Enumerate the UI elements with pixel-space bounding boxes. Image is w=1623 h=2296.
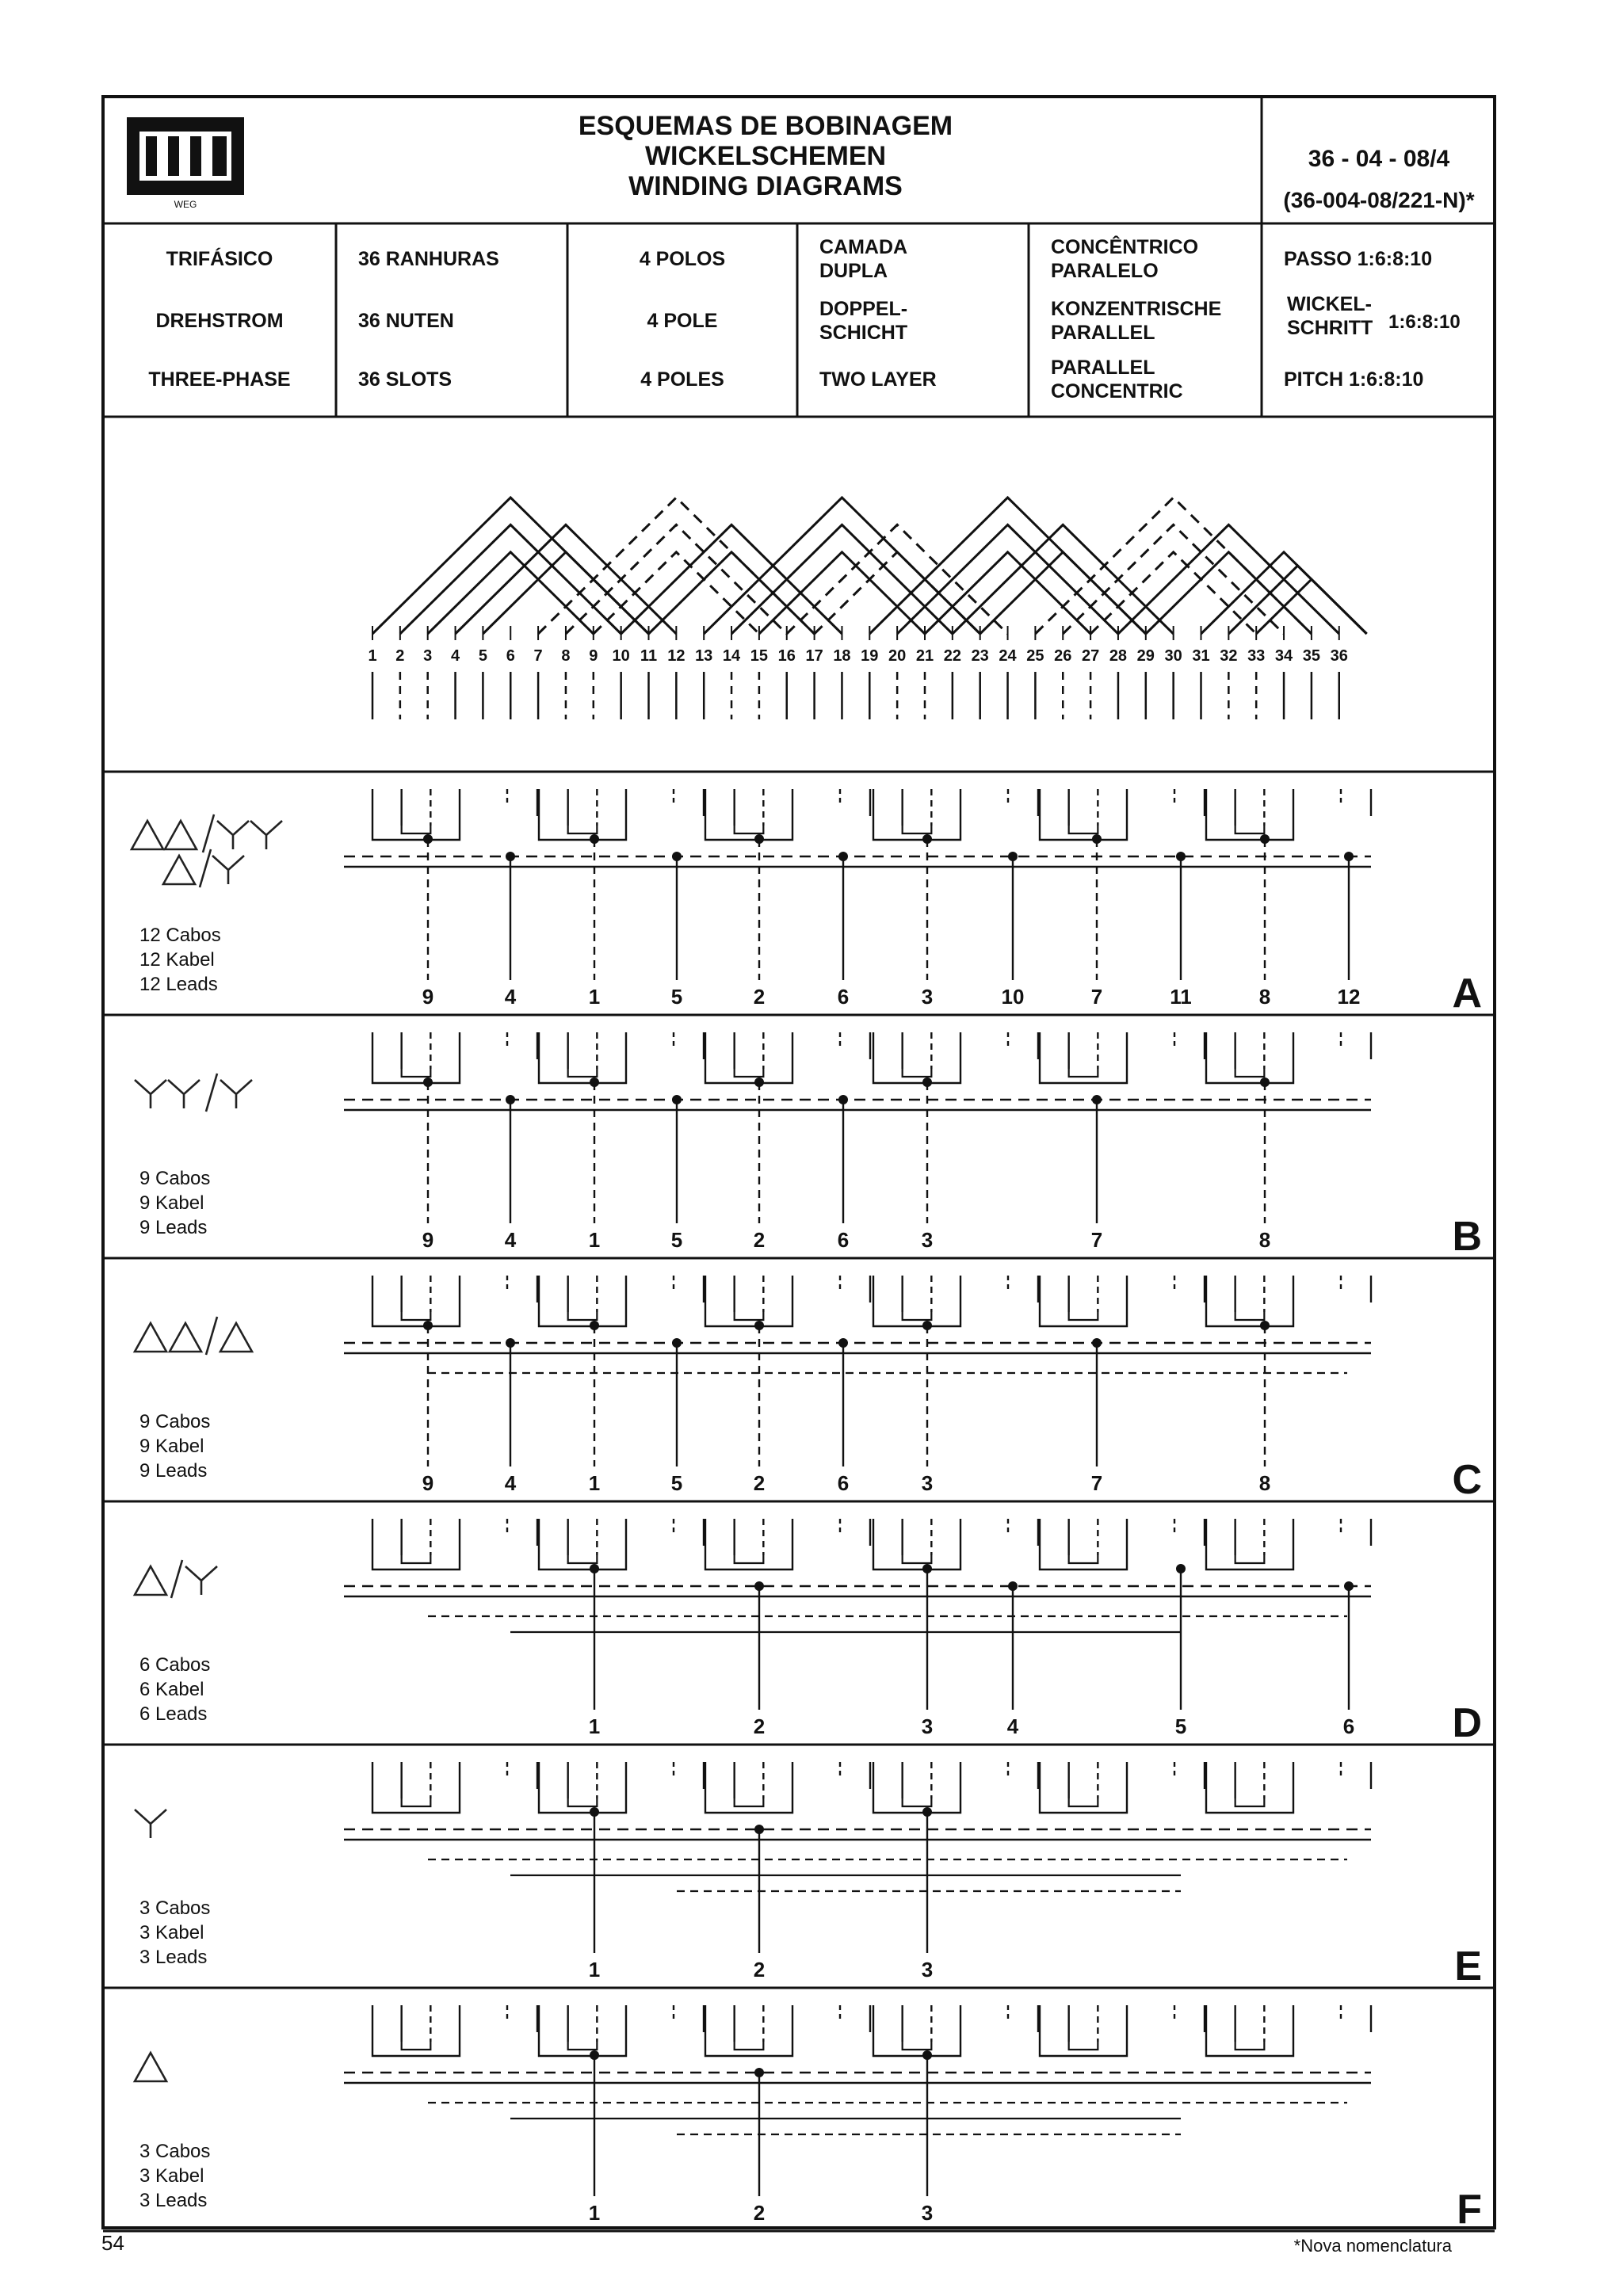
lead-number: 5 — [670, 985, 683, 1009]
lead-number: 9 — [422, 1228, 434, 1252]
panel-letter: E — [1454, 1943, 1482, 1989]
lead-count-text: 9 Leads — [139, 1217, 208, 1238]
spec-type-0-1: PARALELO — [1051, 260, 1159, 282]
junction-dot — [590, 2050, 599, 2060]
slot-number: 1 — [368, 647, 377, 665]
lead-number: 3 — [921, 1958, 934, 1981]
junction-dot — [1176, 852, 1186, 861]
spec-slots-1: 36 NUTEN — [358, 310, 454, 332]
lead-number: 6 — [837, 985, 850, 1009]
bus-lines — [344, 1100, 1371, 1110]
spec-type-2-1: CONCENTRIC — [1051, 380, 1183, 402]
junction-dot — [423, 834, 433, 844]
lead-number: 3 — [921, 2201, 934, 2225]
junction-dot — [506, 852, 515, 861]
lead-number: 2 — [753, 985, 766, 1009]
junction-dot — [1260, 1077, 1270, 1087]
lead-number: 7 — [1090, 1471, 1103, 1495]
junction-dot — [672, 1338, 682, 1348]
slot-number: 9 — [589, 647, 598, 665]
lead-count-text: 6 Leads — [139, 1703, 208, 1725]
lead-number: 1 — [588, 1714, 601, 1738]
terminal-brackets — [372, 789, 1371, 840]
slot-number: 14 — [722, 647, 741, 665]
lead-count-text: 9 Kabel — [139, 1436, 204, 1457]
coil — [621, 524, 842, 634]
spec-pitch-1-c: 1:6:8:10 — [1388, 311, 1461, 333]
lead-number: 2 — [753, 1958, 766, 1981]
slot-number: 21 — [915, 647, 934, 665]
lead-number: 3 — [921, 1471, 934, 1495]
slot-number: 28 — [1109, 647, 1128, 665]
spec-slots-0: 36 RANHURAS — [358, 248, 499, 270]
junction-dot — [922, 1077, 932, 1087]
lead-number: 8 — [1258, 985, 1271, 1009]
spec-phase-0: TRIFÁSICO — [166, 248, 273, 270]
junction-dot — [423, 1321, 433, 1330]
lead-number: 5 — [1174, 1714, 1187, 1738]
slot-number: 30 — [1164, 647, 1182, 665]
logo-text: WEG — [174, 199, 197, 210]
slot-number: 7 — [533, 647, 543, 665]
lead-count-text: 3 Leads — [139, 2190, 208, 2211]
coil — [925, 552, 1090, 634]
lead-number: 11 — [1170, 985, 1192, 1009]
junction-dot — [838, 1095, 848, 1104]
lead-count-text: 9 Kabel — [139, 1192, 204, 1214]
junction-dot — [754, 1077, 764, 1087]
slot-number: 24 — [999, 647, 1017, 665]
slot-number: 16 — [777, 647, 796, 665]
junction-dot — [423, 1077, 433, 1087]
bus-lines — [344, 2073, 1371, 2134]
spec-layer-1-0: DOPPEL- — [819, 298, 908, 320]
lead-number: 5 — [670, 1471, 683, 1495]
slot-number: 33 — [1247, 647, 1266, 665]
lead-count-text: 3 Kabel — [139, 2165, 204, 2187]
coil — [649, 552, 815, 634]
lead-count-text: 3 Leads — [139, 1947, 208, 1968]
junction-dot — [1260, 1321, 1270, 1330]
coil — [594, 552, 759, 634]
connection-panel-f — [103, 2005, 1495, 2233]
lead-count-text: 9 Leads — [139, 1460, 208, 1482]
slot-number: 32 — [1220, 647, 1238, 665]
lead-number: 10 — [1001, 985, 1025, 1009]
bus-lines — [344, 1586, 1371, 1632]
junction-dot — [672, 1095, 682, 1104]
spec-table — [103, 223, 1495, 417]
panel-letter: D — [1452, 1700, 1482, 1746]
coil — [1201, 552, 1367, 634]
slot-number: 22 — [943, 647, 961, 665]
spec-poles-2: 4 POLES — [640, 368, 724, 391]
junction-dot — [1092, 1095, 1102, 1104]
junction-dot — [754, 1825, 764, 1834]
coil — [1090, 552, 1256, 634]
lead-number: 9 — [422, 1471, 434, 1495]
lead-count-text: 9 Cabos — [139, 1168, 211, 1189]
junction-dot — [1260, 834, 1270, 844]
slot-number: 35 — [1302, 647, 1321, 665]
terminal-brackets — [372, 1762, 1371, 1813]
slot-number: 17 — [805, 647, 823, 665]
lead-number: 7 — [1090, 1228, 1103, 1252]
lead-number: 6 — [1342, 1714, 1355, 1738]
spec-type-1-0: KONZENTRISCHE — [1051, 298, 1222, 320]
lead-number: 1 — [588, 1471, 601, 1495]
connection-symbol-icon — [135, 1560, 217, 1598]
junction-dot — [1344, 852, 1354, 861]
slot-number: 4 — [450, 647, 460, 665]
slot-number: 18 — [833, 647, 851, 665]
lead-number: 4 — [1006, 1714, 1019, 1738]
spec-layer-0-1: DUPLA — [819, 260, 888, 282]
connection-symbol-icon — [135, 1810, 166, 1838]
junction-dot — [922, 1564, 932, 1573]
lead-count-text: 12 Cabos — [139, 925, 221, 946]
lead-count-text: 12 Leads — [139, 974, 218, 995]
diagram-code-new: (36-004-08/221-N)* — [1283, 188, 1475, 212]
spec-type-1-1: PARALLEL — [1051, 322, 1155, 344]
coil — [1146, 552, 1312, 634]
spec-phase-2: THREE-PHASE — [148, 368, 291, 391]
junction-dot — [506, 1338, 515, 1348]
slot-number: 20 — [888, 647, 907, 665]
slot-number: 29 — [1136, 647, 1155, 665]
coil — [1118, 524, 1339, 634]
junction-dot — [590, 1807, 599, 1817]
terminal-brackets — [372, 1032, 1371, 1083]
bus-lines — [344, 856, 1371, 867]
header-title-en: WINDING DIAGRAMS — [628, 171, 903, 201]
weg-logo — [127, 117, 244, 210]
lead-number: 3 — [921, 985, 934, 1009]
lead-number: 7 — [1090, 985, 1103, 1009]
junction-dot — [1008, 852, 1018, 861]
lead-number: 2 — [753, 1714, 766, 1738]
slot-number: 6 — [506, 647, 515, 665]
lead-number: 9 — [422, 985, 434, 1009]
lead-count-text: 12 Kabel — [139, 949, 215, 971]
panel-letter: C — [1452, 1457, 1482, 1503]
junction-dot — [590, 1077, 599, 1087]
page-number: 54 — [101, 2231, 124, 2255]
slot-number: 10 — [612, 647, 630, 665]
junction-dot — [754, 1321, 764, 1330]
lead-number: 4 — [504, 985, 517, 1009]
lead-number: 3 — [921, 1714, 934, 1738]
spec-poles-1: 4 POLE — [647, 310, 718, 332]
spec-type-2-0: PARALLEL — [1051, 357, 1155, 379]
junction-dot — [1344, 1581, 1354, 1591]
lead-number: 3 — [921, 1228, 934, 1252]
slot-numbers — [368, 647, 1347, 665]
junction-dot — [590, 1321, 599, 1330]
junction-dot — [1092, 1338, 1102, 1348]
connection-symbol-icon — [135, 1074, 252, 1112]
junction-dot — [590, 1564, 599, 1573]
terminal-brackets — [372, 2005, 1371, 2056]
slot-number: 31 — [1192, 647, 1210, 665]
junction-dot — [754, 834, 764, 844]
spec-pitch-1-b: SCHRITT — [1287, 317, 1373, 339]
slot-number: 13 — [695, 647, 713, 665]
connection-symbol-icon — [135, 2053, 166, 2081]
slot-number: 2 — [395, 647, 405, 665]
lead-number: 2 — [753, 2201, 766, 2225]
junction-dot — [672, 852, 682, 861]
spec-poles-0: 4 POLOS — [639, 248, 726, 270]
connection-symbol-icon — [132, 814, 282, 887]
lead-number: 1 — [588, 1228, 601, 1252]
lead-number: 12 — [1337, 985, 1361, 1009]
connection-symbol-icon — [135, 1317, 252, 1355]
junction-dot — [754, 2068, 764, 2077]
footnote: *Nova nomenclatura — [1293, 2236, 1452, 2256]
slot-number: 27 — [1081, 647, 1100, 665]
panel-letter: F — [1457, 2187, 1482, 2233]
junction-dot — [838, 852, 848, 861]
terminal-brackets — [372, 1276, 1371, 1326]
header — [103, 97, 1495, 223]
panel-letter: A — [1452, 971, 1482, 1016]
lead-count-text: 3 Cabos — [139, 1897, 211, 1919]
slot-number: 36 — [1330, 647, 1348, 665]
lead-number: 8 — [1258, 1228, 1271, 1252]
slot-number: 3 — [423, 647, 433, 665]
lead-count-text: 3 Kabel — [139, 1922, 204, 1943]
spec-phase-1: DREHSTROM — [155, 310, 284, 332]
slot-number: 25 — [1026, 647, 1044, 665]
coil — [815, 552, 980, 634]
spec-pitch-1-a: WICKEL- — [1287, 293, 1372, 315]
lead-number: 5 — [670, 1228, 683, 1252]
lead-count-text: 6 Cabos — [139, 1654, 211, 1676]
spec-layer-0-0: CAMADA — [819, 236, 908, 258]
spec-pitch-0: PASSO 1:6:8:10 — [1284, 248, 1433, 270]
slot-number: 26 — [1054, 647, 1072, 665]
terminal-brackets — [372, 1519, 1371, 1569]
lead-count-text: 9 Cabos — [139, 1411, 211, 1432]
bus-lines — [344, 1829, 1371, 1891]
header-title-pt: ESQUEMAS DE BOBINAGEM — [578, 111, 953, 141]
lead-number: 8 — [1258, 1471, 1271, 1495]
lead-number: 1 — [588, 2201, 601, 2225]
slot-number: 34 — [1274, 647, 1293, 665]
connection-panel-b — [103, 1032, 1495, 1260]
lead-number: 2 — [753, 1471, 766, 1495]
spec-slots-2: 36 SLOTS — [358, 368, 453, 391]
lead-number: 1 — [588, 1958, 601, 1981]
diagram-code: 36 - 04 - 08/4 — [1308, 146, 1450, 172]
winding-diagram — [372, 498, 1367, 719]
coil — [428, 552, 594, 634]
junction-dot — [754, 1581, 764, 1591]
slot-number: 5 — [478, 647, 487, 665]
junction-dot — [506, 1095, 515, 1104]
slot-number: 8 — [561, 647, 571, 665]
lead-number: 4 — [504, 1228, 517, 1252]
junction-dot — [1008, 1581, 1018, 1591]
slot-number: 11 — [640, 647, 658, 665]
junction-dot — [922, 1321, 932, 1330]
junction-dot — [922, 2050, 932, 2060]
lead-number: 2 — [753, 1228, 766, 1252]
connection-panels — [103, 789, 1495, 2233]
lead-number: 6 — [837, 1471, 850, 1495]
lead-count-text: 6 Kabel — [139, 1679, 204, 1700]
junction-dot — [1176, 1564, 1186, 1573]
connection-panel-e — [103, 1762, 1495, 1989]
coil — [483, 552, 648, 634]
header-title-de: WICKELSCHEMEN — [644, 141, 887, 171]
spec-layer-1-1: SCHICHT — [819, 322, 908, 344]
bus-lines — [344, 1343, 1371, 1373]
coil — [980, 552, 1146, 634]
slot-number: 23 — [971, 647, 989, 665]
junction-dot — [922, 834, 932, 844]
spec-pitch-2: PITCH 1:6:8:10 — [1284, 368, 1424, 391]
lead-count-text: 3 Cabos — [139, 2141, 211, 2162]
junction-dot — [838, 1338, 848, 1348]
connection-panel-a — [103, 789, 1495, 1016]
slot-number: 15 — [750, 647, 769, 665]
slot-number: 19 — [861, 647, 879, 665]
spec-layer-2: TWO LAYER — [819, 368, 937, 391]
lead-number: 4 — [504, 1471, 517, 1495]
junction-dot — [922, 1807, 932, 1817]
spec-type-0-0: CONCÊNTRICO — [1051, 236, 1199, 258]
connection-panel-d — [103, 1519, 1495, 1746]
junction-dot — [1092, 834, 1102, 844]
slot-number: 12 — [667, 647, 685, 665]
lead-number: 6 — [837, 1228, 850, 1252]
junction-dot — [590, 834, 599, 844]
panel-letter: B — [1452, 1214, 1482, 1260]
connection-panel-c — [103, 1276, 1495, 1503]
coil — [759, 552, 925, 634]
lead-number: 1 — [588, 985, 601, 1009]
